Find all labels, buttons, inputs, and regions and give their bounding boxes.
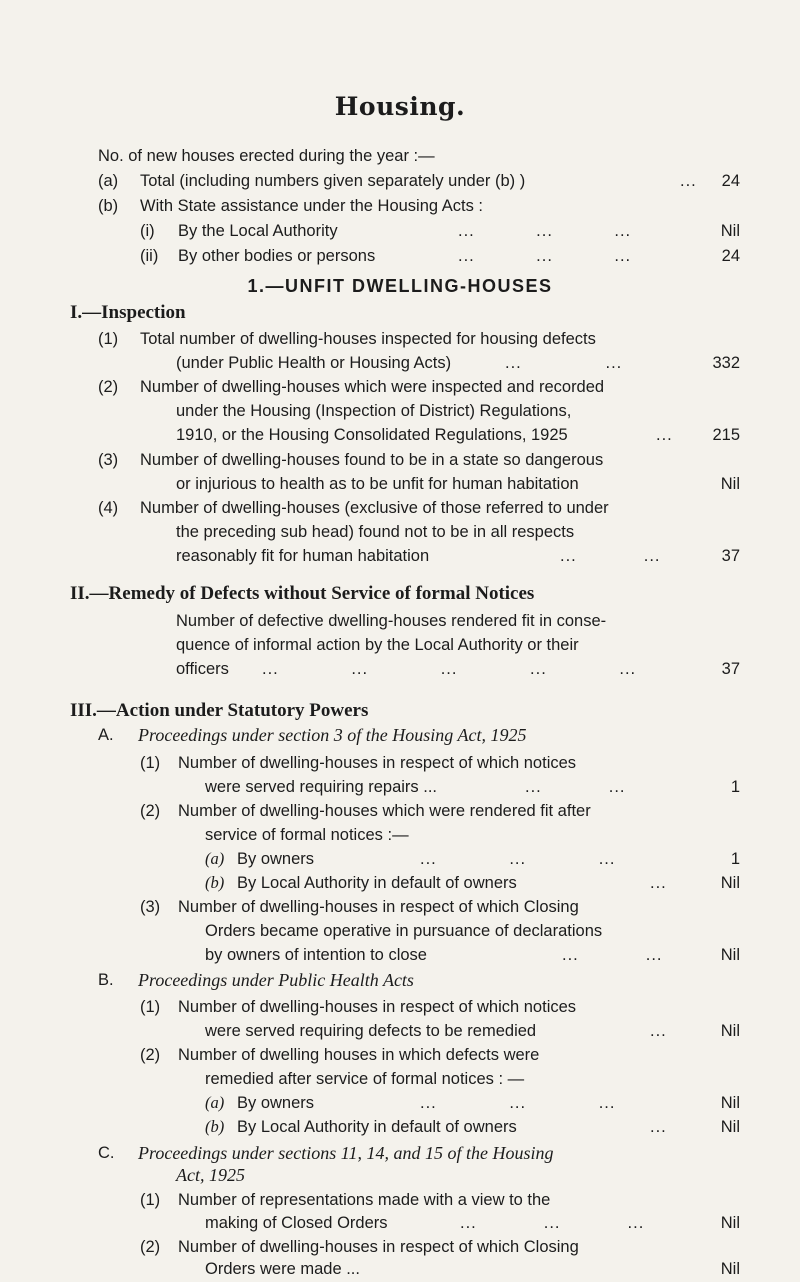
item-value: 215 xyxy=(712,426,740,444)
new-houses-b xyxy=(0,193,800,219)
section-heading-inspection: I.—Inspection xyxy=(70,302,186,323)
item-value: 37 xyxy=(721,660,740,678)
item-marker: (b) xyxy=(98,197,119,215)
inspection-item-3-cont: or injurious to health as to be unfit for human habitation Nil xyxy=(0,471,800,497)
item-value: Nil xyxy=(720,222,740,240)
c-item-1-cont: making of Closed Orders ... ... ... Nil xyxy=(0,1210,800,1236)
item-value: Nil xyxy=(720,1214,740,1232)
a-item-2a: (a) By owners ... ... ... 1 xyxy=(0,846,800,872)
item-value: 1 xyxy=(730,850,740,868)
a-item-1: (1) Number of dwelling-houses in respect of which notices xyxy=(140,754,577,772)
leader-dots: ... ... ... xyxy=(458,222,632,240)
subsection-a-title: A. Proceedings under section 3 of the Housing Act, 1925 xyxy=(98,725,527,745)
item-text: With State assistance under the Housing Acts : xyxy=(140,197,484,215)
a-item-2b: (b) By Local Authority in default of owners ... Nil xyxy=(0,870,800,896)
new-houses-b-ii xyxy=(0,243,800,269)
new-houses-b-i xyxy=(0,218,800,244)
leader-dots: ... xyxy=(680,172,697,190)
remedy-line: officers ... ... ... ... ... 37 xyxy=(0,656,800,682)
item-marker: (ii) xyxy=(140,247,159,265)
item-text: Total (including numbers given separately under (b) ) xyxy=(140,172,526,190)
a-item-3-cont: by owners of intention to close ... ... Nil xyxy=(0,942,800,968)
item-value: Nil xyxy=(720,475,740,493)
subsection-c-title-cont: Act, 1925 xyxy=(176,1165,245,1185)
inspection-item-4: (4) Number of dwelling-houses (exclusive of those referred to under xyxy=(98,499,609,517)
item-value: 24 xyxy=(721,247,740,265)
item-value: 332 xyxy=(712,354,740,372)
remedy-line: quence of informal action by the Local Authority or their xyxy=(176,636,579,654)
inspection-item-3: (3) Number of dwelling-houses found to be in a state so dangerous xyxy=(98,451,604,469)
intro-text: No. of new houses erected during the year :— xyxy=(98,147,435,165)
b-item-2-cont: remedied after service of formal notices : — xyxy=(205,1070,525,1088)
inspection-item-4-cont: reasonably fit for human habitation ... ... 37 xyxy=(0,543,800,569)
section-heading-remedy: II.—Remedy of Defects without Service of formal Notices xyxy=(70,583,535,604)
b-item-1-cont: were served requiring defects to be remedied ... Nil xyxy=(0,1018,800,1044)
item-value: Nil xyxy=(720,874,740,892)
b-item-2b: (b) By Local Authority in default of owners ... Nil xyxy=(0,1114,800,1140)
inspection-item-4-cont: the preceding sub head) found not to be in all respects xyxy=(176,523,575,541)
inspection-item-2: (2) Number of dwelling-houses which were inspected and recorded xyxy=(98,378,605,396)
part-heading: 1.—UNFIT DWELLING-HOUSES xyxy=(247,276,553,296)
b-item-1: (1) Number of dwelling-houses in respect of which notices xyxy=(140,998,577,1016)
item-value: Nil xyxy=(720,1260,740,1278)
item-text: By the Local Authority xyxy=(178,222,338,240)
subsection-b-title: B. Proceedings under Public Health Acts xyxy=(98,970,414,990)
item-marker: (i) xyxy=(140,222,155,240)
inspection-item-2-cont: under the Housing (Inspection of District) Regulations, xyxy=(176,402,572,420)
new-houses-a xyxy=(0,168,800,194)
item-value: Nil xyxy=(720,1094,740,1112)
item-value: 24 xyxy=(721,172,740,190)
inspection-item-1: (1) Total number of dwelling-houses inspected for housing defects xyxy=(98,330,596,348)
a-item-1-cont: were served requiring repairs ... ... ... 1 xyxy=(0,774,800,800)
a-item-3-cont: Orders became operative in pursuance of declarations xyxy=(205,922,603,940)
item-text: By other bodies or persons xyxy=(178,247,376,265)
a-item-3: (3) Number of dwelling-houses in respect of which Closing xyxy=(140,898,579,916)
item-value: Nil xyxy=(720,1118,740,1136)
c-item-1: (1) Number of representations made with a view to the xyxy=(140,1191,551,1209)
b-item-2: (2) Number of dwelling houses in which defects were xyxy=(140,1046,540,1064)
item-value: 1 xyxy=(730,778,740,796)
remedy-line: Number of defective dwelling-houses rendered fit in conse- xyxy=(176,612,607,630)
a-item-2-cont: service of formal notices :— xyxy=(205,826,409,844)
item-value: 37 xyxy=(721,547,740,565)
inspection-item-2-cont: 1910, or the Housing Consolidated Regulations, 1925 ... 215 xyxy=(0,422,800,448)
item-value: Nil xyxy=(720,1022,740,1040)
leader-dots: ... ... ... xyxy=(458,247,632,265)
item-value: Nil xyxy=(720,946,740,964)
subsection-c-title: C. Proceedings under sections 11, 14, and 15 of the Housing xyxy=(98,1143,554,1163)
page-title: Housing. xyxy=(334,92,466,121)
b-item-2a: (a) By owners ... ... ... Nil xyxy=(0,1090,800,1116)
intro-line xyxy=(0,143,800,169)
a-item-2: (2) Number of dwelling-houses which were rendered fit after xyxy=(140,802,591,820)
c-item-2-cont: Orders were made ... Nil xyxy=(0,1256,800,1282)
item-marker: (a) xyxy=(98,172,119,190)
c-item-2: (2) Number of dwelling-houses in respect of which Closing xyxy=(140,1238,579,1256)
inspection-item-1-cont: (under Public Health or Housing Acts) ... ... 332 xyxy=(0,350,800,376)
section-heading-statutory: III.—Action under Statutory Powers xyxy=(70,700,369,721)
